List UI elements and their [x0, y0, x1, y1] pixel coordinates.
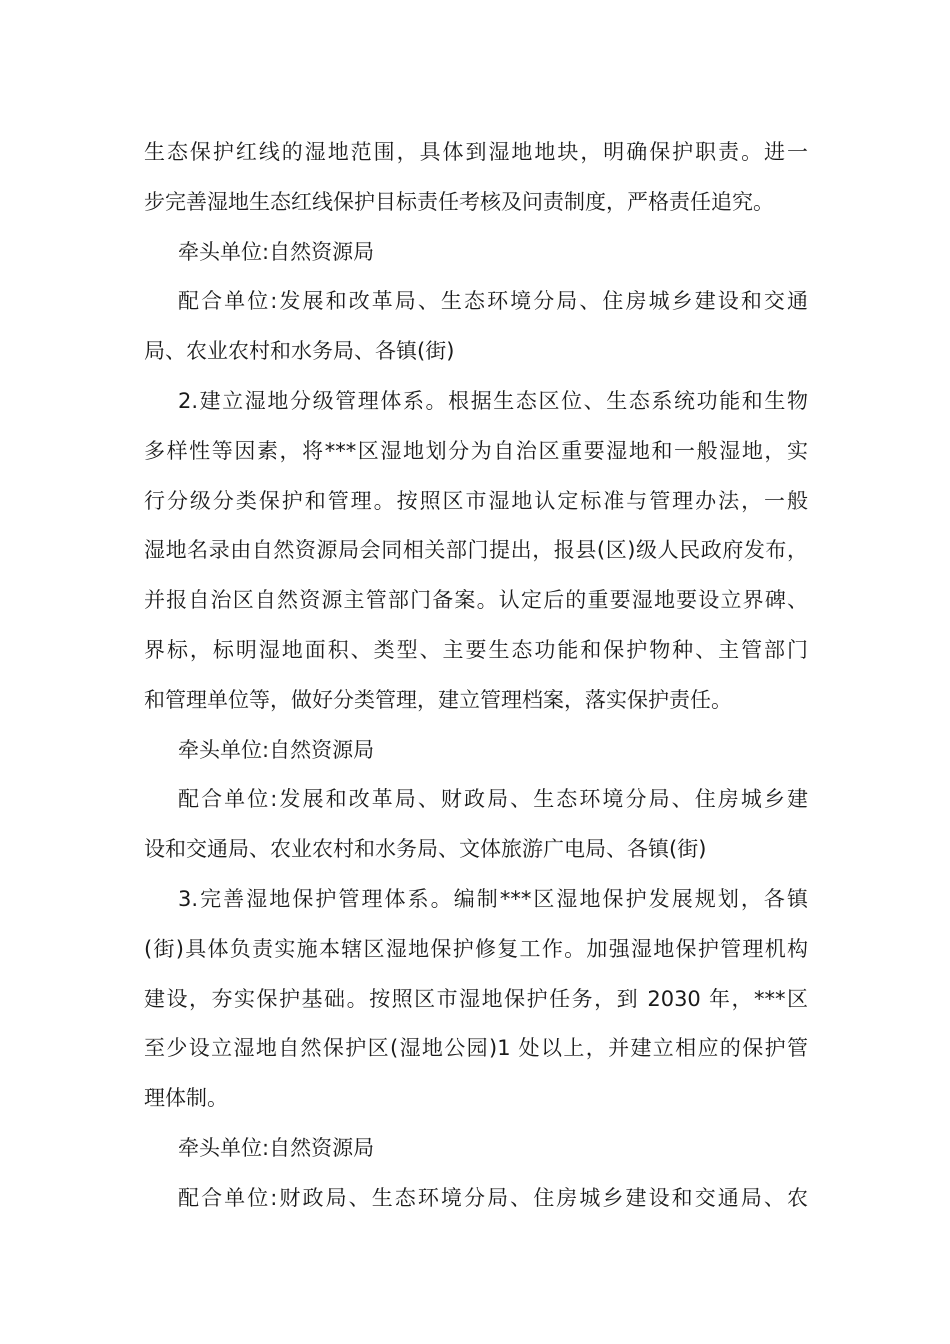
cooperating-unit-line: 配合单位:发展和改革局、财政局、生态环境分局、住房城乡建	[178, 787, 808, 812]
cooperating-unit-line: 配合单位:发展和改革局、生态环境分局、住房城乡建设和交通	[178, 289, 808, 314]
text-line: 建设，夯实保护基础。按照区市湿地保护任务，到 2030 年，***区	[144, 986, 808, 1011]
text-line: (街)具体负责实施本辖区湿地保护修复工作。加强湿地保护管理机构	[144, 936, 808, 961]
document-body	[144, 128, 808, 1224]
text-line: 并报自治区自然资源主管部门备案。认定后的重要湿地要设立界碑、	[144, 588, 808, 613]
section-heading-line: 3.完善湿地保护管理体系。编制***区湿地保护发展规划，各镇	[178, 886, 808, 911]
lead-unit-line: 牵头单位:自然资源局	[178, 1135, 375, 1160]
cooperating-unit-line: 配合单位:财政局、生态环境分局、住房城乡建设和交通局、农	[178, 1185, 808, 1210]
text-line: 局、农业农村和水务局、各镇(街)	[144, 339, 455, 364]
text-line: 步完善湿地生态红线保护目标责任考核及问责制度，严格责任追究。	[144, 189, 774, 214]
text-line: 行分级分类保护和管理。按照区市湿地认定标准与管理办法，一般	[144, 488, 808, 513]
lead-unit-line: 牵头单位:自然资源局	[178, 737, 375, 762]
text-line: 界标，标明湿地面积、类型、主要生态功能和保护物种、主管部门	[144, 637, 808, 662]
lead-unit-line: 牵头单位:自然资源局	[178, 239, 375, 264]
text-line: 和管理单位等，做好分类管理，建立管理档案，落实保护责任。	[144, 687, 732, 712]
text-line: 湿地名录由自然资源局会同相关部门提出，报县(区)级人民政府发布，	[144, 538, 808, 563]
text-line: 理体制。	[144, 1086, 228, 1111]
section-heading-line: 2.建立湿地分级管理体系。根据生态区位、生态系统功能和生物	[178, 388, 808, 413]
text-line: 生态保护红线的湿地范围，具体到湿地地块，明确保护职责。进一	[144, 140, 808, 164]
text-line: 多样性等因素，将***区湿地划分为自治区重要湿地和一般湿地，实	[144, 438, 808, 463]
text-line: 至少设立湿地自然保护区(湿地公园)1 处以上，并建立相应的保护管	[144, 1036, 808, 1061]
text-line: 设和交通局、农业农村和水务局、文体旅游广电局、各镇(街)	[144, 837, 707, 862]
